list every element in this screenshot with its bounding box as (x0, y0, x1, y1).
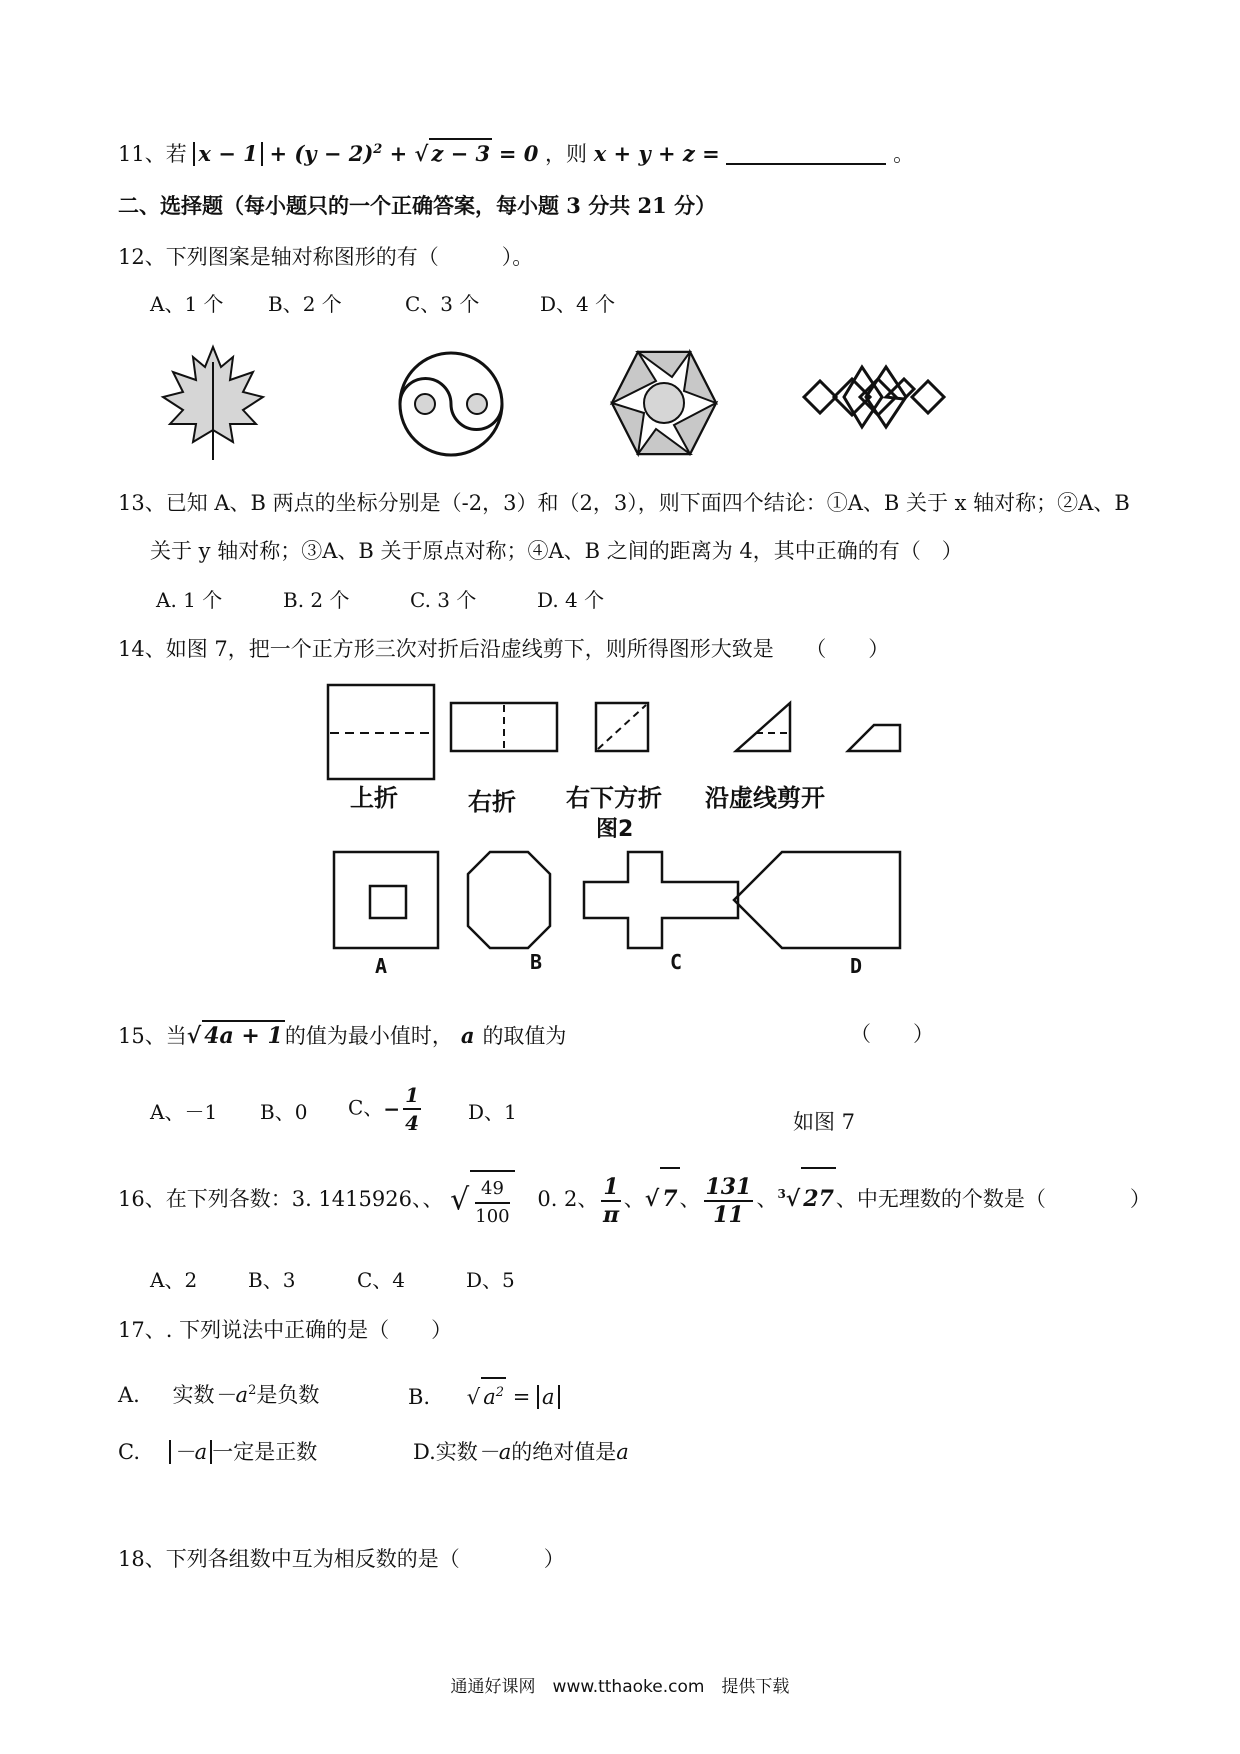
q16-suffix: 、中无理数的个数是（ ） (835, 1187, 1151, 1211)
q17-a-math: －a (214, 1383, 249, 1407)
q17-option-c[interactable] (118, 1438, 317, 1466)
q17-b-radicand: $a^2$ (481, 1377, 506, 1411)
page-footer: 通通好课网 www.tthaoke.com 提供下载 (450, 1677, 790, 1697)
q11-answer-blank[interactable] (726, 141, 886, 165)
q15-var: a (460, 1023, 475, 1048)
q15-option-c-fraction: $\frac{1}{4}$ (405, 1083, 419, 1135)
q15-option-d[interactable]: D、1 (468, 1100, 517, 1124)
q17-d-text2: 的绝对值是 (511, 1440, 617, 1464)
q16-prefix: 16、在下列各数：3. 1415926、 (118, 1187, 423, 1211)
q15-side-note: 如图 7 (793, 1110, 856, 1134)
q17-b-eq: = (512, 1385, 531, 1409)
q17-d-math: －a (477, 1440, 512, 1464)
question-12-stem: 12、下列图案是轴对称图形的有（ ）。 (118, 245, 534, 269)
question-11 (118, 136, 914, 168)
q15-prefix: 15、当 (118, 1024, 187, 1048)
q11-sum-expr: x + y + z = (593, 141, 720, 166)
figure-caption: 图2 (596, 817, 634, 842)
fold-step-label-4: 沿虚线剪开 (705, 784, 825, 812)
q17-b-abs: a (537, 1385, 560, 1409)
q17-option-a[interactable] (118, 1377, 319, 1409)
question-18-stem: 18、下列各组数中互为相反数的是（ ） (118, 1547, 565, 1571)
q17-d-text1: 实数 (435, 1440, 478, 1464)
q17-c-abs: －a (169, 1440, 213, 1464)
fold-step-label-3: 右下方折 (566, 784, 662, 812)
q17-d-var: a (616, 1440, 629, 1464)
q16-cbrt-index: 3 (777, 1187, 786, 1201)
q16-radical-sign: √ (450, 1182, 470, 1218)
maple-leaf-icon (158, 342, 268, 462)
q17-d-label: D. (413, 1440, 436, 1464)
q17-a-text1: 实数 (172, 1383, 215, 1407)
q15-radical-sign: √ (186, 1023, 202, 1049)
question-17-stem: 17、. 下列说法中正确的是（ ） (118, 1318, 453, 1342)
q13-option-b[interactable]: B. 2 个 (283, 588, 350, 612)
q17-option-d[interactable] (413, 1438, 629, 1466)
q17-a-sup: 2 (248, 1383, 257, 1398)
q12-option-a[interactable]: A、1 个 (150, 292, 224, 316)
q16-sep3: 、 (679, 1187, 701, 1211)
cut-result-options-figure (332, 850, 912, 952)
q12-option-b[interactable]: B、2 个 (268, 292, 342, 316)
fold-step-label-1: 上折 (350, 784, 398, 812)
q11-number: 11、若 (118, 142, 187, 166)
q16-sqrt7: 7 (660, 1167, 679, 1229)
q12-option-d[interactable]: D、4 个 (540, 292, 616, 316)
question-13-line1: 13、已知 A、B 两点的坐标分别是（-2，3）和（2，3），则下面四个结论：①A、B 关于 x 轴对称；②A、B (118, 491, 1130, 515)
q17-b-label: B. (408, 1385, 431, 1409)
question-15-stem (118, 1020, 566, 1050)
q11-sqrt-term: z − 3 (429, 138, 492, 168)
q11-abs-term: x − 1 (193, 142, 262, 166)
q17-c-text: 一定是正数 (212, 1440, 318, 1464)
q15-option-b[interactable]: B、0 (260, 1100, 308, 1124)
cut-option-label-c[interactable]: C (670, 950, 683, 974)
q15-radicand: 4a + 1 (202, 1020, 285, 1050)
fold-step-label-2: 右折 (468, 788, 516, 816)
q15-middle: 的值为最小值时， (284, 1024, 453, 1048)
q13-option-c[interactable]: C. 3 个 (410, 588, 477, 612)
q15-suffix: 的取值为 (482, 1024, 567, 1048)
q11-equals-zero: = 0 (498, 141, 539, 166)
q15-answer-paren[interactable]: （ ） (850, 1022, 934, 1046)
q16-option-c[interactable]: C、4 (357, 1268, 406, 1292)
q16-sep4: 、 (756, 1187, 778, 1211)
question-13-line2: 关于 y 轴对称；③A、B 关于原点对称；④A、B 之间的距离为 4，其中正确的有（ ） (150, 539, 963, 563)
hexagon-pinwheel-icon (608, 347, 720, 459)
cut-option-label-b[interactable]: B (530, 950, 543, 974)
q16-decimal: 0. 2、 (537, 1187, 599, 1211)
q11-then: ，则 (545, 142, 588, 166)
q16-option-d[interactable]: D、5 (466, 1268, 515, 1292)
folding-steps-figure (326, 683, 906, 783)
q17-a-label: A. (118, 1383, 140, 1407)
q12-option-c[interactable]: C、3 个 (405, 292, 480, 316)
q16-option-b[interactable]: B、3 (248, 1268, 296, 1292)
q16-sep2: 、 (623, 1187, 645, 1211)
q17-option-b[interactable]: B. √ $a^2 = a$ (408, 1377, 560, 1411)
q16-sep1: 、 (422, 1187, 444, 1211)
q11-period: 。 (893, 142, 915, 166)
q13-option-d[interactable]: D. 4 个 (537, 588, 605, 612)
q16-fraction: $\frac{131}{11}$ (705, 1173, 752, 1228)
q13-option-a[interactable]: A. 1 个 (156, 588, 223, 612)
q15-option-c-label: C、 (348, 1095, 384, 1120)
yin-yang-icon (397, 350, 505, 458)
q17-a-text2: 是负数 (256, 1383, 320, 1407)
question-14-stem: 14、如图 7，把一个正方形三次对折后沿虚线剪下，则所得图形大致是 （ ） (118, 637, 890, 661)
question-16-stem: 16、在下列各数：3. 1415926、、 √ $\frac{49}{100}$ 0. 2、 $\frac{1}{\pi}$ 、√ 7、 $\frac{131}{11}$ 、$^3$√ 27、中无理数的个数是（ ） (118, 1164, 1151, 1224)
section-heading: 二、选择题（每小题只的一个正确答案，每小题 3 分共 21 分） (118, 193, 717, 218)
q16-option-a[interactable]: A、2 (150, 1268, 198, 1292)
q11-square-term: + $(y - 2)^2$ + √ (269, 141, 429, 166)
q17-c-label: C. (118, 1440, 140, 1464)
cut-option-label-d[interactable]: D (850, 954, 863, 978)
q16-one-over-pi: $\frac{1}{\pi}$ (603, 1173, 620, 1228)
cut-option-label-a[interactable]: A (375, 954, 388, 978)
q15-option-a[interactable]: A、－1 (150, 1100, 218, 1124)
chinese-knot-icon (800, 362, 948, 432)
q16-cbrt-radicand: 27 (801, 1167, 836, 1229)
q16-sqrt-fraction: $\frac{49}{100}$ (470, 1170, 514, 1232)
q15-option-c[interactable]: C、− $\frac{1}{4}$ (348, 1083, 419, 1135)
